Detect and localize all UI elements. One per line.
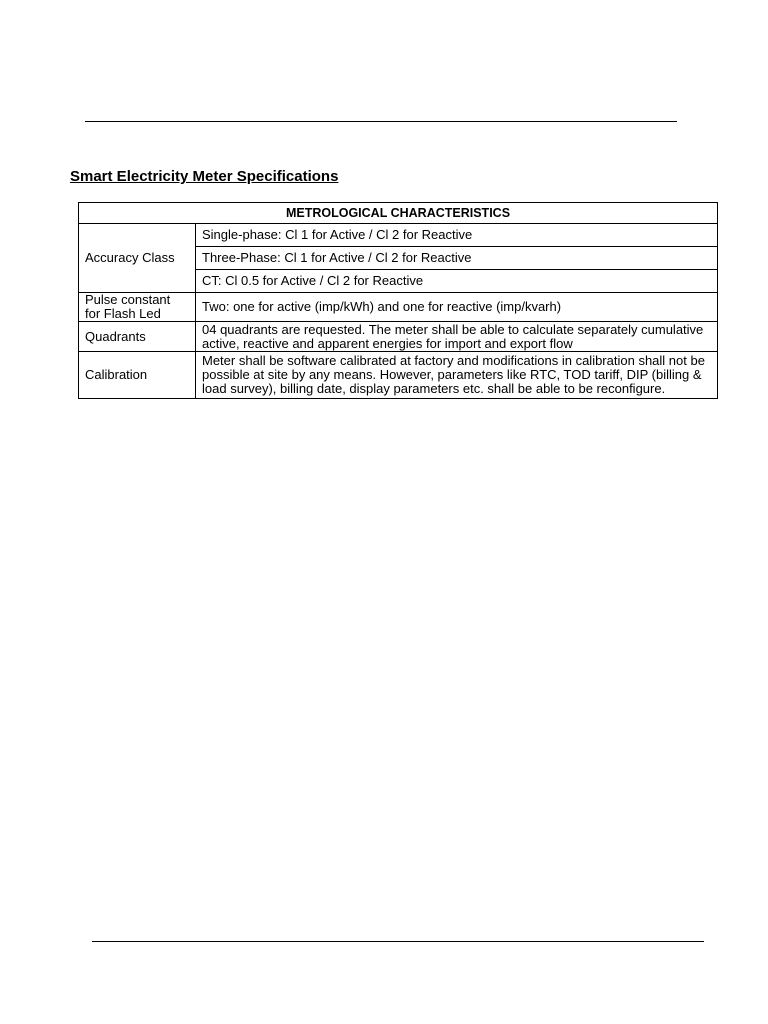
table-header: METROLOGICAL CHARACTERISTICS — [79, 203, 718, 224]
pulse-constant-label-line1: Pulse constant — [85, 292, 171, 307]
accuracy-single-phase-value: Single-phase: Cl 1 for Active / Cl 2 for Reactive — [196, 224, 718, 247]
accuracy-ct-value: CT: Cl 0.5 for Active / Cl 2 for Reactive — [196, 270, 718, 293]
table-row — [79, 322, 718, 352]
page-title: Smart Electricity Meter Specifications — [70, 168, 339, 185]
table-header-row — [79, 203, 718, 224]
pulse-constant-label — [79, 293, 196, 322]
table-row — [79, 293, 718, 322]
header-rule — [85, 121, 677, 122]
calibration-value: Meter shall be software calibrated at factory and modifications in calibration shall not be possible at site by any means. However, parameters like RTC, TOD tariff, DIP (billing & load survey), billing date, display parameters etc. shall be able to be reconfigure. — [196, 352, 718, 399]
footer-rule — [92, 941, 704, 942]
metrological-characteristics-table — [78, 202, 718, 399]
calibration-label: Calibration — [79, 352, 196, 399]
accuracy-class-label: Accuracy Class — [79, 224, 196, 293]
accuracy-three-phase-value: Three-Phase: Cl 1 for Active / Cl 2 for Reactive — [196, 247, 718, 270]
pulse-constant-label-line2: for Flash Led — [85, 306, 161, 321]
quadrants-value: 04 quadrants are requested. The meter shall be able to calculate separately cumulative active, reactive and apparent energies for import and export flow — [196, 322, 718, 352]
table-row — [79, 352, 718, 399]
quadrants-label: Quadrants — [79, 322, 196, 352]
pulse-constant-value: Two: one for active (imp/kWh) and one for reactive (imp/kvarh) — [196, 293, 718, 322]
table-row — [79, 224, 718, 247]
